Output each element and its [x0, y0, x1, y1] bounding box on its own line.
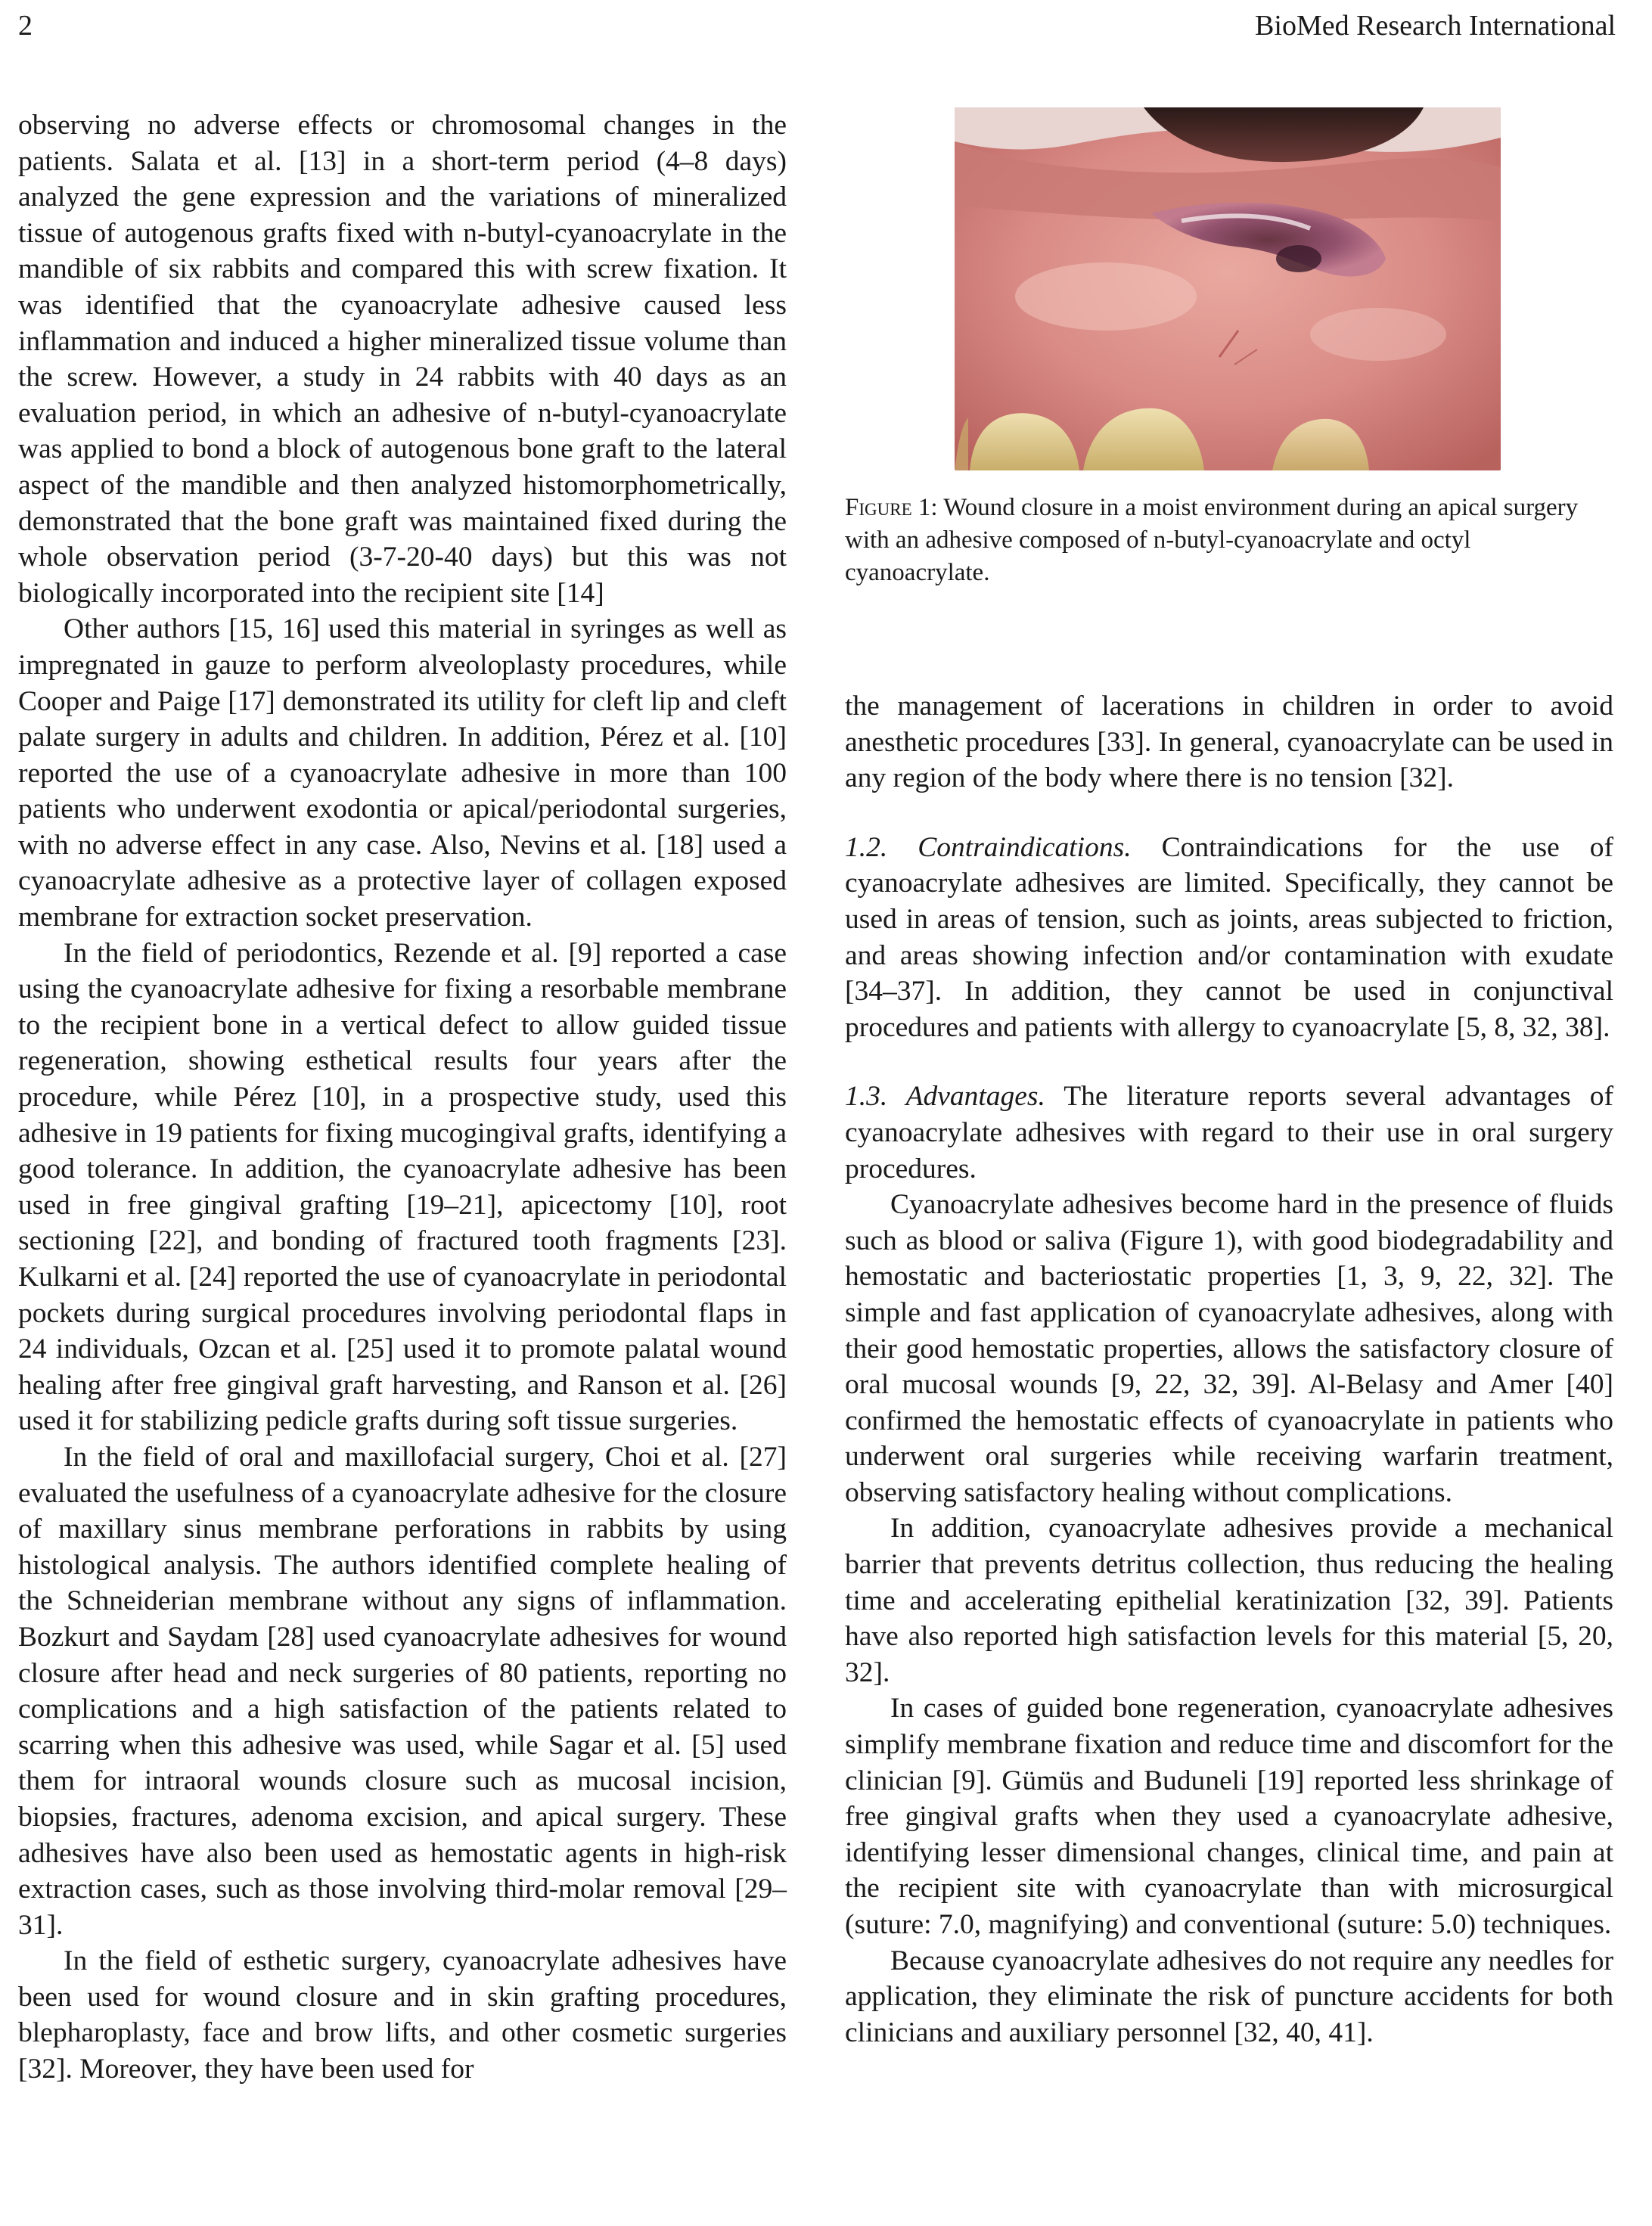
section-advantages — [845, 1079, 1613, 1187]
page-number: 2 — [18, 10, 33, 42]
figure-1-photo — [955, 107, 1501, 470]
figure-1-caption — [845, 492, 1613, 589]
section-text: Contraindications for the use of cyanoacrylate adhesives are limited. Specifically, they cannot be used in areas of tension, such as joints, areas subjected to friction, and areas showing infection and/or contamination with exudate [34–37]. In addition, they cannot be used in conjunctival procedures and patients with allergy to cyanoacrylate [5, 8, 32, 38]. — [845, 831, 1614, 1043]
body-paragraph: In the field of esthetic surgery, cyanoacrylate adhesives have been used for wound closure and in skin grafting procedures, blepharoplasty, face and brow lifts, and other cosmetic surgeries [32]. Moreover, they have been used for — [18, 1945, 787, 2085]
section-contraindications — [845, 830, 1613, 1046]
section-title: 1.2. Contraindications. — [845, 831, 1132, 863]
figure-caption-text: Wound closure in a moist environment during an apical surgery with an adhesive composed of n-butyl-cyanoacrylate and octyl cyanoacrylate. — [845, 494, 1579, 586]
journal-title: BioMed Research International — [1255, 10, 1616, 42]
right-column — [845, 688, 1613, 2051]
body-paragraph: In the field of oral and maxillofacial surgery, Choi et al. [27] evaluated the usefulness of a cyanoacrylate adhesive for the closure of maxillary sinus membrane perforations in rabbits by using histological analysis. The authors identified complete healing of the Schneiderian membrane without any signs of inflammation. Bozkurt and Saydam [28] used cyanoacrylate adhesives for wound closure after head and neck surgeries of 80 patients, reporting no complications and a high satisfaction of the patients related to scarring when this adhesive was used, while Sagar et al. [5] used them for intraoral wounds closure such as mucosal incision, biopsies, fractures, adenoma excision, and apical surgery. These adhesives have also been used as hemostatic agents in high-risk extraction cases, such as those involving third-molar removal [29–31]. — [18, 1441, 787, 1941]
section-text: The literature reports several advantages of cyanoacrylate adhesives with regard to their use in oral surgery procedures. — [845, 1081, 1613, 1184]
body-paragraph: Because cyanoacrylate adhesives do not require any needles for application, they eliminate the risk of puncture accidents for both clinicians and auxiliary personnel [32, 40, 41]. — [845, 1945, 1613, 2048]
section-title: 1.3. Advantages. — [845, 1081, 1045, 1113]
body-paragraph: In cases of guided bone regeneration, cyanoacrylate adhesives simplify membrane fixation and reduce time and discomfort for the clinician [9]. Gümüs and Buduneli [19] reported less shrinkage of free gingival grafts when they used a cyanoacrylate adhesive, identifying lesser dimensional changes, clinical time, and pain at the recipient site with cyanoacrylate than with microsurgical (suture: 7.0, magnifying) and conventional (suture: 5.0) techniques. — [845, 1693, 1613, 1940]
body-paragraph: Cyanoacrylate adhesives become hard in the presence of fluids such as blood or saliva (Figure 1), with good biodegradability and hemostatic and bacteriostatic properties [1, 3, 9, 22, 32]. The simple and fast application of cyanoacrylate adhesives, along with their good hemostatic properties, allows the satisfactory closure of oral mucosal wounds [9, 22, 32, 39]. Al-Belasy and Amer [40] confirmed the hemostatic effects of cyanoacrylate in patients who underwent oral surgeries while receiving warfarin treatment, observing satisfactory healing without complications. — [845, 1189, 1613, 1508]
body-paragraph: In the field of periodontics, Rezende et al. [9] reported a case using the cyanoacrylate adhesive for fixing a resorbable membrane to the recipient bone in a vertical defect to allow guided tissue regeneration, showing esthetical results four years after the procedure, while Pérez [10], in a prospective study, used this adhesive in 19 patients for fixing mucogingival grafts, identifying a good tolerance. In addition, the cyanoacrylate adhesive has been used in free gingival grafting [19–21], apicectomy [10], root sectioning [22], and bonding of fractured tooth fragments [23]. Kulkarni et al. [24] reported the use of cyanoacrylate in periodontal pockets during surgical procedures involving periodontal flaps in 24 individuals, Ozcan et al. [25] used it to promote palatal wound healing after free gingival graft harvesting, and Ranson et al. [26] used it for stabilizing pedicle grafts during soft tissue surgeries. — [18, 937, 787, 1437]
body-paragraph: Other authors [15, 16] used this material in syringes as well as impregnated in gauze to perform alveoloplasty procedures, while Cooper and Paige [17] demonstrated its utility for cleft lip and cleft palate surgery in adults and children. In addition, Pérez et al. [10] reported the use of a cyanoacrylate adhesive in more than 100 patients who underwent exodontia or apical/periodontal surgeries, with no adverse effect in any case. Also, Nevins et al. [18] used a cyanoacrylate adhesive as a protective layer of collagen exposed membrane for extraction socket preservation. — [18, 613, 787, 933]
body-paragraph: In addition, cyanoacrylate adhesives provide a mechanical barrier that prevents detritus collection, thus reducing the healing time and accelerating epithelial keratinization [32, 39]. Patients have also reported high satisfaction levels for this material [5, 20, 32]. — [845, 1513, 1613, 1688]
body-paragraph: observing no adverse effects or chromosomal changes in the patients. Salata et al. [13] in a short-term period (4–8 days) analyzed the gene expression and the variations of mineralized tissue of autogenous grafts fixed with n-butyl-cyanoacrylate in the mandible of six rabbits and compared this with screw fixation. It was identified that the cyanoacrylate adhesive caused less inflammation and induced a higher mineralized tissue volume than the screw. However, a study in 24 rabbits with 40 days as an evaluation period, in which an adhesive of n-butyl-cyanoacrylate was applied to bond a block of autogenous bone graft to the lateral aspect of the mandible and then analyzed histomorphometrically, demonstrated that the bone graft was maintained fixed during the whole observation period (3-7-20-40 days) but this was not biologically incorporated into the recipient site [14] — [18, 110, 787, 609]
figure-label: Figure 1: — [845, 494, 938, 521]
body-paragraph: the management of lacerations in children in order to avoid anesthetic procedures [33]. In general, cyanoacrylate can be used in any region of the body where there is no tension [32]. — [845, 691, 1613, 794]
left-column — [18, 107, 787, 2088]
